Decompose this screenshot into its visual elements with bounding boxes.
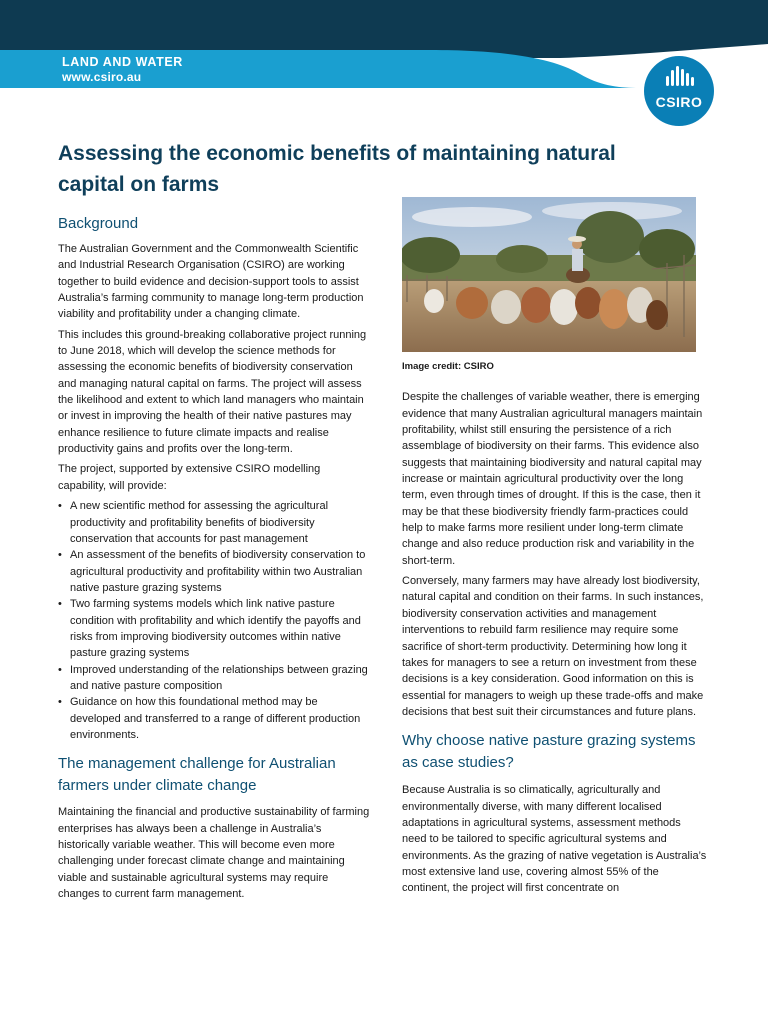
list-item: • Two farming systems models which link native pasture condition with profitability and which identify the payoffs and risks from improving biodiversity outcomes within native pasture grazing systems (58, 596, 370, 661)
why-paragraph: Because Australia is so climatically, agriculturally and environmentally diverse, with many different localised adaptations in agricultural systems, assessment methods need to be tailored to specific agricultural systems and environments. As the grazing of native vegetation is Australia’s most extensive land use, covering almost 55% of the continent, the project will first concentrate on (402, 784, 707, 895)
csiro-logo-bars-icon (644, 56, 714, 126)
background-paragraph-3: The project, supported by extensive CSIRO modelling capability, will provide: (58, 463, 321, 492)
list-item: • An assessment of the benefits of biodiversity conservation to agricultural productivity and profitability within two Australian native pasture grazing systems (58, 547, 370, 596)
why-native-pasture-heading: Why choose native pasture grazing systems as case studies? (402, 732, 696, 772)
csiro-logo-text: CSIRO (655, 94, 703, 110)
cattle-mustering-photo (402, 197, 696, 352)
division-label: LAND AND WATER (62, 55, 183, 69)
list-item: • A new scientific method for assessing the agricultural productivity and profitability benefits of biodiversity conservation that accounts for past management (58, 498, 370, 547)
background-paragraph-1: The Australian Government and the Commonwealth Scientific and Industrial Research Organisation (CSIRO) are working together to build evidence and decision-support tools to assist Australia’s farming community to manage long-term production viability and profitability under a changing climate. (58, 243, 364, 321)
list-item: • Guidance on how this foundational method may be developed and transferred to a range of different production environments. (58, 694, 370, 743)
management-challenge-heading: The management challenge for Australian farmers under climate change (58, 755, 336, 795)
background-heading: Background (58, 215, 139, 232)
management-paragraph: Maintaining the financial and productive sustainability of farming enterprises has always been a challenge in Australia’s historically variable weather. This will become even more challenging under forecast climate change and maintaining viable and sustainable agricultural systems may require changes to current farm management. (58, 806, 370, 901)
website-link[interactable]: www.csiro.au (62, 70, 142, 84)
left-column (58, 213, 370, 906)
list-item: • Improved understanding of the relationships between grazing and native pasture composition (58, 662, 370, 695)
right-column (402, 197, 708, 901)
header-navy-band (0, 0, 768, 58)
background-paragraph-2: This includes this ground-breaking collaborative project running to June 2018, which will develop the science methods for assessing the economic benefits of biodiversity conservation and managing natural capital on farms. The project will assess the likelihood and extent to which land managers who maintain or invest in improving the health of their native pastures may enhance resilience to future climate impacts and realise productivity gains and profits over the long-term. (58, 328, 367, 456)
conversely-paragraph: Conversely, many farmers may have already lost biodiversity, natural capital and condition on their farms. In such instances, biodiversity conservation activities and management interventions to rebuild farm resilience may require some sacrifice of short-term productivity. Determining how long it takes for managers to see a return on investment from these decisions is a key consideration. Good information on this is essential for managers to weigh up these trade-offs and make decisions that best suit their circumstances and future plans. (402, 575, 704, 718)
image-credit: Image credit: CSIRO (402, 361, 494, 372)
csiro-logo (644, 56, 714, 126)
deliverables-list (58, 498, 370, 743)
page-title: Assessing the economic benefits of maintaining natural capital on farms (58, 142, 616, 196)
evidence-paragraph: Despite the challenges of variable weather, there is emerging evidence that many Australian agricultural managers maintain profitability, whilst still ensuring the persistence of a rich assemblage of biodiversity on their farms. This evidence also suggests that maintaining biodiversity and natural capital may increase or maintain agricultural productivity over the long term, even through times of drought. If this is the case, then it may be that these biodiversity friendly farm-practices could help to make farms more resilient under long-term climate change and also reduce production risk and variability in the short-term. (402, 391, 703, 567)
